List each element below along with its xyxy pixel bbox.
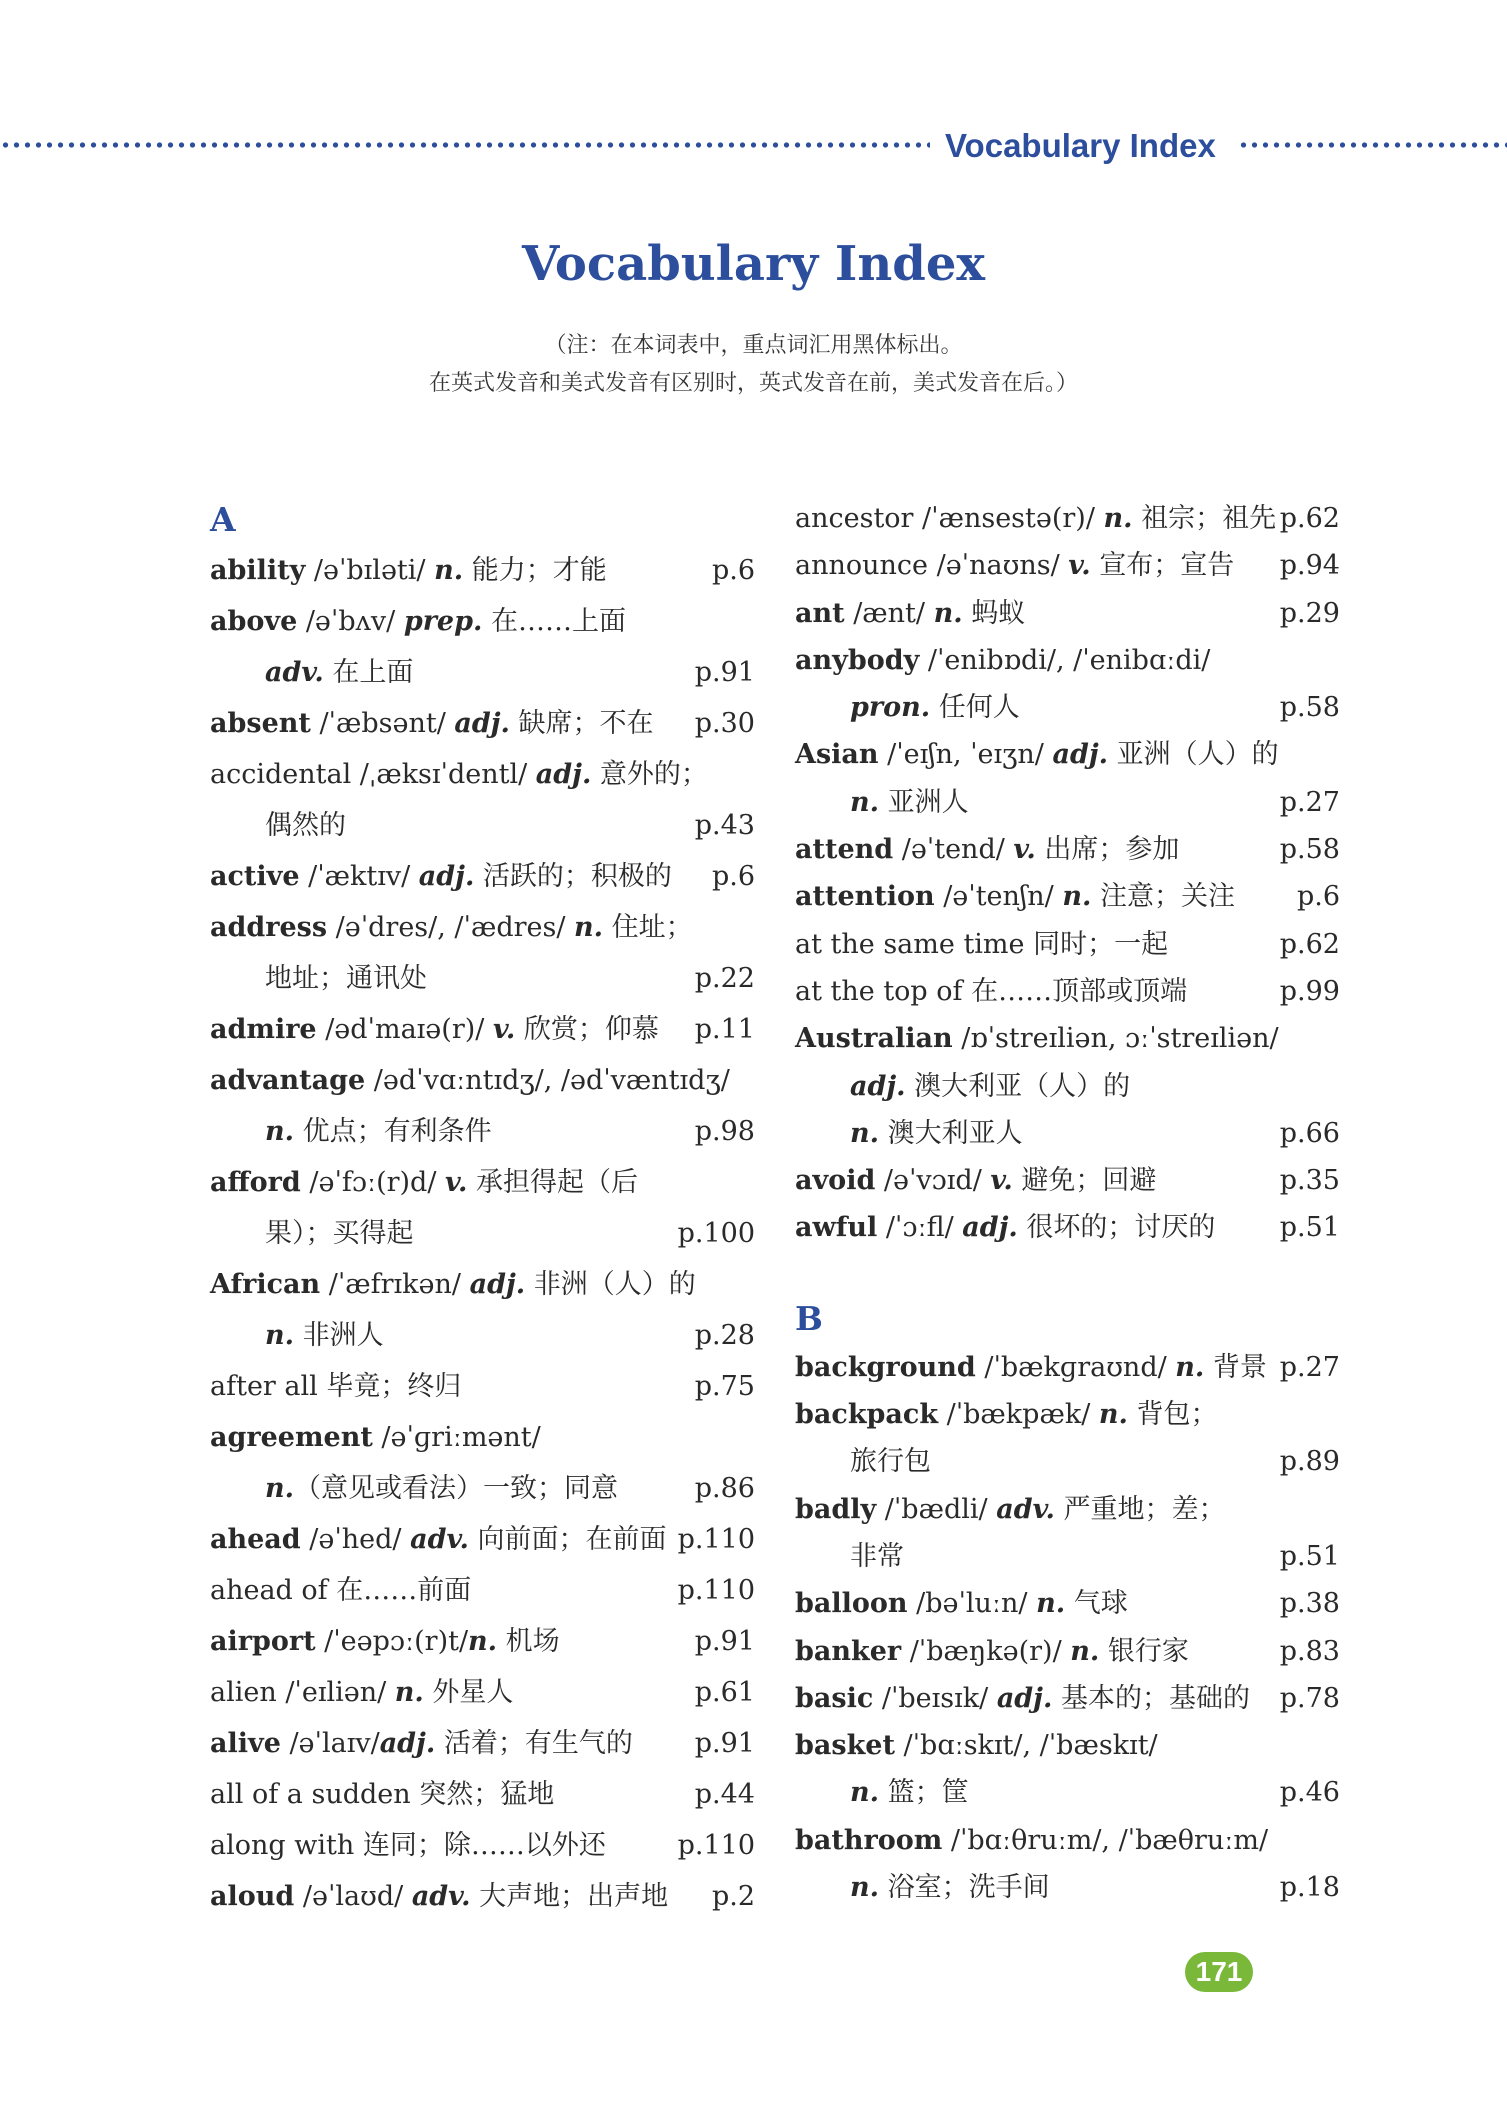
entry-headword: airport (210, 1626, 316, 1657)
entry-pronunciation (1025, 929, 1034, 960)
entry-part-of-speech: n. (850, 1777, 880, 1809)
entry-definition: 气球 (1065, 1588, 1128, 1620)
entry-part-of-speech: adj. (1052, 739, 1109, 771)
entry-pronunciation (411, 1779, 420, 1810)
entry-pronunciation: /əˈtenʃn/ (934, 881, 1063, 913)
entry-headword: agreement (210, 1422, 373, 1453)
entry-page-ref: p.99 (1279, 975, 1340, 1007)
index-entry (210, 1769, 755, 1820)
entry-headword: balloon (795, 1588, 908, 1620)
entry-continuation (795, 779, 1340, 826)
entry-continuation (210, 647, 755, 698)
entry-headword: ancestor (795, 503, 914, 534)
entry-pronunciation: /ˈbɑːskɪt/, /ˈbæskɪt/ (894, 1730, 1158, 1762)
entry-pronunciation: /əˈbɪləti/ (305, 555, 435, 586)
entry-part-of-speech: pron. (850, 692, 931, 724)
entry-part-of-speech: v. (1013, 834, 1036, 866)
index-entry (210, 1004, 755, 1055)
index-entry (795, 637, 1340, 684)
entry-definition: 澳大利亚（人）的 (905, 1070, 1131, 1102)
entry-pronunciation: /əˈvɔɪd/ (875, 1165, 991, 1197)
index-entry (210, 545, 755, 596)
entry-part-of-speech: adj. (469, 1269, 526, 1300)
entry-headword: alien (210, 1677, 277, 1708)
entry-page-ref: p.6 (711, 861, 755, 892)
entry-page-ref: p.28 (694, 1320, 755, 1351)
entry-headword: anybody (795, 644, 920, 676)
entry-headword: absent (210, 708, 311, 739)
entry-page-ref: p.6 (1296, 881, 1340, 913)
entry-page-ref: p.83 (1279, 1635, 1340, 1667)
entry-page-ref: p.98 (694, 1116, 755, 1147)
index-column-right (795, 495, 1340, 1911)
index-entry (795, 1628, 1340, 1675)
entry-pronunciation (963, 976, 972, 1007)
entry-page-ref: p.44 (694, 1779, 755, 1810)
running-header (0, 118, 1507, 174)
entry-pronunciation: /ˈæbsənt/ (310, 708, 455, 739)
entry-continuation (795, 1063, 1340, 1110)
index-entry (210, 1259, 755, 1310)
entry-pronunciation: /ˈbæŋkə(r)/ (901, 1635, 1071, 1667)
entry-headword: advantage (210, 1065, 366, 1096)
entry-part-of-speech: adj. (996, 1682, 1053, 1714)
note-line-2: 在英式发音和美式发音有区别时，英式发音在前，美式发音在后。） (428, 371, 1078, 396)
index-entry (210, 698, 755, 749)
entry-continuation (210, 953, 755, 1004)
entry-definition: 偶然的 (265, 810, 346, 841)
entry-pronunciation: /əˈlaɪv/ (280, 1728, 380, 1759)
entry-pronunciation: /əˈhed/ (300, 1524, 411, 1555)
entry-definition: 活着；有生气的 (435, 1728, 633, 1759)
entry-page-ref: p.11 (694, 1014, 755, 1045)
entry-part-of-speech: n. (1062, 881, 1092, 913)
index-entry (795, 921, 1340, 968)
index-entry (210, 1667, 755, 1718)
index-entry (795, 542, 1340, 589)
entry-page-ref: p.78 (1279, 1682, 1340, 1714)
entry-headword: ability (210, 555, 306, 586)
index-entry (795, 1486, 1340, 1533)
entry-continuation (795, 1533, 1340, 1580)
index-entry (795, 1722, 1340, 1769)
entry-headword: bathroom (795, 1824, 943, 1856)
entry-headword: admire (210, 1014, 317, 1045)
entry-definition: 避免；回避 (1012, 1165, 1157, 1197)
entry-part-of-speech: n. (1070, 1635, 1100, 1667)
entry-definition: 澳大利亚人 (879, 1117, 1023, 1149)
entry-pronunciation: /əˈnaʊns/ (928, 550, 1069, 582)
entry-definition: 活跃的；积极的 (474, 861, 672, 892)
entry-definition: 旅行包 (850, 1446, 931, 1478)
entry-definition: 承担得起（后 (467, 1167, 638, 1198)
entry-pronunciation: /ˈeɪʃn, ˈeɪʒn/ (878, 739, 1053, 771)
index-column-left (210, 495, 755, 1922)
entry-part-of-speech: n. (1036, 1588, 1066, 1620)
entry-pronunciation: /ˈeɪliən/ (276, 1677, 395, 1708)
entry-pronunciation: /ədˈvɑːntɪdʒ/, /ədˈvæntɪdʒ/ (365, 1065, 730, 1096)
index-entry (210, 1514, 755, 1565)
entry-part-of-speech: n. (468, 1626, 498, 1657)
entry-headword: at the top of (795, 975, 963, 1007)
entry-page-ref: p.6 (711, 555, 755, 586)
index-entry (210, 851, 755, 902)
entry-definition: 背景 (1204, 1351, 1267, 1383)
entry-definition: 在……顶部或顶端 (971, 975, 1188, 1007)
page-title: Vocabulary Index (522, 236, 985, 292)
entry-headword: after all (210, 1371, 318, 1402)
entry-headword: backpack (795, 1399, 939, 1431)
index-entry (210, 1820, 755, 1871)
entry-definition: 缺席；不在 (509, 708, 654, 739)
entry-definition: 亚洲（人）的 (1108, 739, 1279, 771)
entry-pronunciation: /ˈbædli/ (876, 1493, 997, 1525)
entry-headword: announce (795, 550, 929, 582)
index-entry (795, 1204, 1340, 1251)
entry-headword: awful (795, 1212, 878, 1244)
entry-pronunciation: /ˈæktɪv/ (299, 861, 419, 892)
index-entry (210, 1616, 755, 1667)
entry-part-of-speech: n. (933, 597, 963, 629)
entry-page-ref: p.100 (677, 1218, 755, 1249)
entry-pronunciation: /ˌæksɪˈdentl/ (351, 759, 536, 790)
entry-page-ref: p.22 (694, 963, 755, 994)
entry-continuation (795, 1864, 1340, 1911)
entry-pronunciation: /ˈɔːfl/ (877, 1212, 963, 1244)
entry-page-ref: p.91 (694, 1626, 755, 1657)
entry-headword: banker (795, 1635, 902, 1667)
entry-definition: 银行家 (1099, 1635, 1189, 1667)
entry-pronunciation: /ˈeəpɔː(r)t/ (315, 1626, 469, 1657)
entry-definition: 浴室；洗手间 (879, 1872, 1050, 1904)
entry-definition: 宣布；宣告 (1090, 550, 1235, 582)
index-entry (210, 596, 755, 647)
entry-page-ref: p.62 (1279, 928, 1340, 960)
entry-headword: address (210, 912, 328, 943)
entry-part-of-speech: v. (492, 1014, 516, 1045)
entry-definition: 在……上面 (482, 606, 626, 637)
entry-part-of-speech: n. (1098, 1399, 1128, 1431)
entry-part-of-speech: adj. (535, 759, 592, 790)
index-entry (795, 1015, 1340, 1062)
entry-part-of-speech: n. (1103, 503, 1133, 534)
entry-definition: 背包； (1127, 1399, 1218, 1431)
entry-headword: attend (795, 834, 894, 866)
entry-definition: 同时；一起 (1033, 928, 1169, 960)
entry-pronunciation: /əˈdres/, /ˈædres/ (327, 912, 575, 943)
index-entry (795, 826, 1340, 873)
entry-page-ref: p.2 (711, 1881, 755, 1912)
entry-page-ref: p.62 (1279, 503, 1340, 534)
entry-page-ref: p.27 (1279, 1351, 1340, 1383)
entry-headword: African (210, 1269, 321, 1300)
entry-part-of-speech: adv. (996, 1493, 1055, 1525)
entry-part-of-speech: n. (850, 1872, 880, 1904)
index-entry (795, 1817, 1340, 1864)
entry-definition: 注意；关注 (1091, 881, 1235, 913)
entry-pronunciation: /ˈbɑːθruːm/, /ˈbæθruːm/ (942, 1824, 1269, 1856)
entry-definition: 向前面；在前面 (468, 1524, 667, 1555)
entry-headword: active (210, 861, 300, 892)
entry-part-of-speech: v. (445, 1167, 468, 1198)
header-dot-rule-left (0, 140, 930, 150)
entry-definition: 优点；有利条件 (294, 1116, 492, 1147)
entry-definition: 严重地；差； (1054, 1493, 1226, 1525)
entry-page-ref: p.38 (1279, 1588, 1340, 1620)
index-entry (795, 968, 1340, 1015)
entry-definition: 祖宗；祖先 (1132, 503, 1277, 534)
entry-pronunciation: /ˈbækpæk/ (938, 1399, 1099, 1431)
index-entry (795, 1675, 1340, 1722)
index-entry (795, 495, 1340, 542)
entry-definition: 意外的； (591, 759, 708, 790)
entry-part-of-speech: adv. (265, 657, 324, 688)
section-letter: B (795, 1298, 823, 1338)
entry-page-ref: p.91 (694, 1728, 755, 1759)
entry-definition: 在上面 (323, 657, 414, 688)
entry-page-ref: p.30 (694, 708, 755, 739)
entry-part-of-speech: adj. (962, 1212, 1018, 1244)
entry-headword: ahead (210, 1524, 301, 1555)
entry-page-ref: p.110 (677, 1524, 755, 1555)
entry-headword: attention (795, 881, 935, 913)
running-header-title: Vocabulary Index (945, 127, 1216, 164)
entry-continuation (210, 1208, 755, 1259)
entry-part-of-speech: adj. (454, 708, 510, 739)
entry-part-of-speech: n. (1175, 1351, 1205, 1383)
entry-definition: 基本的；基础的 (1052, 1682, 1250, 1714)
index-entry (210, 1565, 755, 1616)
entry-part-of-speech: n. (394, 1677, 424, 1708)
index-entry (795, 1580, 1340, 1627)
entry-pronunciation: /əˈlaʊd/ (294, 1881, 412, 1912)
entry-definition: 亚洲人 (879, 786, 969, 818)
entry-definition: 任何人 (930, 692, 1020, 724)
entry-part-of-speech: adj. (418, 861, 475, 892)
entry-page-ref: p.110 (677, 1575, 755, 1606)
entry-continuation (210, 800, 755, 851)
entry-part-of-speech: prep. (403, 606, 483, 637)
entry-definition: 非常 (850, 1540, 904, 1572)
entry-part-of-speech: v. (990, 1165, 1013, 1197)
entry-page-ref: p.89 (1279, 1446, 1340, 1478)
entry-part-of-speech: adj. (850, 1070, 906, 1102)
entry-headword: avoid (795, 1165, 876, 1197)
entry-pronunciation: /ˈænsestə(r)/ (913, 503, 1104, 534)
index-entry (210, 902, 755, 953)
entry-part-of-speech: v. (1068, 550, 1091, 582)
index-entry (210, 1718, 755, 1769)
entry-headword: at the same time (795, 928, 1025, 960)
entry-page-ref: p.46 (1279, 1777, 1340, 1809)
header-dot-rule-right (1238, 140, 1507, 150)
entry-headword: Asian (795, 739, 879, 771)
entry-headword: aloud (210, 1881, 295, 1912)
entry-headword: ahead of (210, 1575, 328, 1606)
entry-part-of-speech: adv. (411, 1881, 471, 1912)
entry-definition: 住址； (603, 912, 693, 943)
entry-headword: alive (210, 1728, 281, 1759)
entry-part-of-speech: n. (850, 786, 880, 818)
entry-headword: ant (795, 597, 845, 629)
entry-part-of-speech: n. (265, 1473, 295, 1504)
entry-headword: above (210, 606, 298, 637)
entry-pronunciation: /bəˈluːn/ (907, 1588, 1037, 1620)
entry-part-of-speech: n. (265, 1116, 295, 1147)
entry-definition: （意见或看法）一致；同意 (294, 1473, 619, 1504)
entry-pronunciation (354, 1830, 363, 1861)
entry-continuation (795, 1110, 1340, 1157)
index-entry (795, 731, 1340, 778)
entry-headword: badly (795, 1493, 877, 1525)
entry-continuation (795, 1438, 1340, 1485)
entry-page-ref: p.35 (1279, 1165, 1340, 1197)
entry-continuation (210, 1463, 755, 1514)
entry-definition: 篮；筐 (879, 1777, 969, 1809)
index-entry (795, 1344, 1340, 1391)
entry-definition: 外星人 (423, 1677, 514, 1708)
entry-page-ref: p.29 (1279, 597, 1340, 629)
entry-part-of-speech: n. (265, 1320, 295, 1351)
entry-page-ref: p.61 (694, 1677, 755, 1708)
entry-part-of-speech: n. (434, 555, 464, 586)
entry-definition: 非洲人 (294, 1320, 384, 1351)
entry-continuation (210, 1106, 755, 1157)
entry-pronunciation: /əˈtend/ (893, 834, 1014, 866)
index-entry (210, 749, 755, 800)
entry-continuation (795, 1769, 1340, 1816)
entry-pronunciation: /ɒˈstreɪliən, ɔːˈstreɪliən/ (952, 1023, 1279, 1055)
entry-definition: 很坏的；讨厌的 (1017, 1212, 1216, 1244)
entry-definition: 在……前面 (336, 1575, 472, 1606)
entry-definition: 果）；买得起 (265, 1218, 414, 1249)
entry-definition: 机场 (497, 1626, 560, 1657)
entry-part-of-speech: adj. (379, 1728, 436, 1759)
entry-page-ref: p.91 (694, 657, 755, 688)
index-entry (210, 1361, 755, 1412)
entry-pronunciation: /əˈɡriːmənt/ (372, 1422, 541, 1453)
entry-page-ref: p.94 (1279, 550, 1340, 582)
index-entry (795, 1391, 1340, 1438)
entry-part-of-speech: n. (574, 912, 604, 943)
entry-page-ref: p.66 (1279, 1117, 1340, 1149)
entry-page-ref: p.18 (1279, 1872, 1340, 1904)
entry-definition: 能力；才能 (463, 555, 607, 586)
entry-continuation (210, 1310, 755, 1361)
entry-pronunciation: /ədˈmaɪə(r)/ (316, 1014, 493, 1045)
entry-page-ref: p.75 (694, 1371, 755, 1402)
entry-headword: basket (795, 1730, 895, 1762)
entry-continuation (795, 684, 1340, 731)
entry-definition: 蚂蚁 (962, 597, 1026, 629)
entry-headword: background (795, 1351, 976, 1383)
entry-pronunciation (328, 1575, 337, 1606)
entry-pronunciation: /ˈæfrɪkən/ (320, 1269, 470, 1300)
entry-definition: 欣赏；仰慕 (515, 1014, 659, 1045)
entry-page-ref: p.58 (1279, 692, 1340, 724)
entry-pronunciation: /əˈbʌv/ (297, 606, 404, 637)
entry-headword: accidental (210, 759, 352, 790)
section-letter: A (210, 500, 236, 539)
entry-page-ref: p.86 (694, 1473, 755, 1504)
entry-definition: 出席；参加 (1035, 834, 1180, 866)
entry-definition: 毕竟；终归 (326, 1371, 462, 1402)
entry-headword: basic (795, 1682, 874, 1714)
entry-page-ref: p.51 (1279, 1212, 1340, 1244)
entry-headword: along with (210, 1830, 355, 1861)
page-number-badge: 171 (1185, 1952, 1253, 1992)
entry-pronunciation: /ˈbeɪsɪk/ (873, 1682, 997, 1714)
entry-pronunciation: /ˈbækɡraʊnd/ (975, 1351, 1176, 1383)
entry-definition: 非洲（人）的 (525, 1269, 696, 1300)
entry-definition: 连同；除……以外还 (362, 1830, 606, 1861)
index-entry (210, 1055, 755, 1106)
entry-pronunciation: /ænt/ (844, 597, 934, 629)
entry-definition: 大声地；出声地 (470, 1881, 669, 1912)
entry-headword: all of a sudden (210, 1779, 411, 1810)
entry-headword: afford (210, 1167, 301, 1198)
entry-page-ref: p.51 (1279, 1540, 1340, 1572)
note-line-1: （注：在本词表中，重点词汇用黑体标出。 (544, 333, 963, 358)
entry-part-of-speech: n. (850, 1117, 880, 1149)
entry-headword: Australian (795, 1023, 953, 1055)
index-entry (795, 590, 1340, 637)
entry-definition: 突然；猛地 (419, 1779, 555, 1810)
entry-page-ref: p.27 (1279, 786, 1340, 818)
index-entry (795, 1157, 1340, 1204)
entry-page-ref: p.58 (1279, 834, 1340, 866)
entry-page-ref: p.43 (694, 810, 755, 841)
index-entry (210, 1871, 755, 1922)
entry-page-ref: p.110 (677, 1830, 755, 1861)
entry-pronunciation: /ˈenibɒdi/, /ˈenibɑːdi/ (919, 644, 1211, 676)
entry-part-of-speech: adv. (410, 1524, 469, 1555)
index-entry (210, 1157, 755, 1208)
entry-definition: 地址；通讯处 (265, 963, 427, 994)
index-entry (210, 1412, 755, 1463)
index-entry (795, 873, 1340, 920)
entry-pronunciation: /əˈfɔː(r)d/ (300, 1167, 446, 1198)
